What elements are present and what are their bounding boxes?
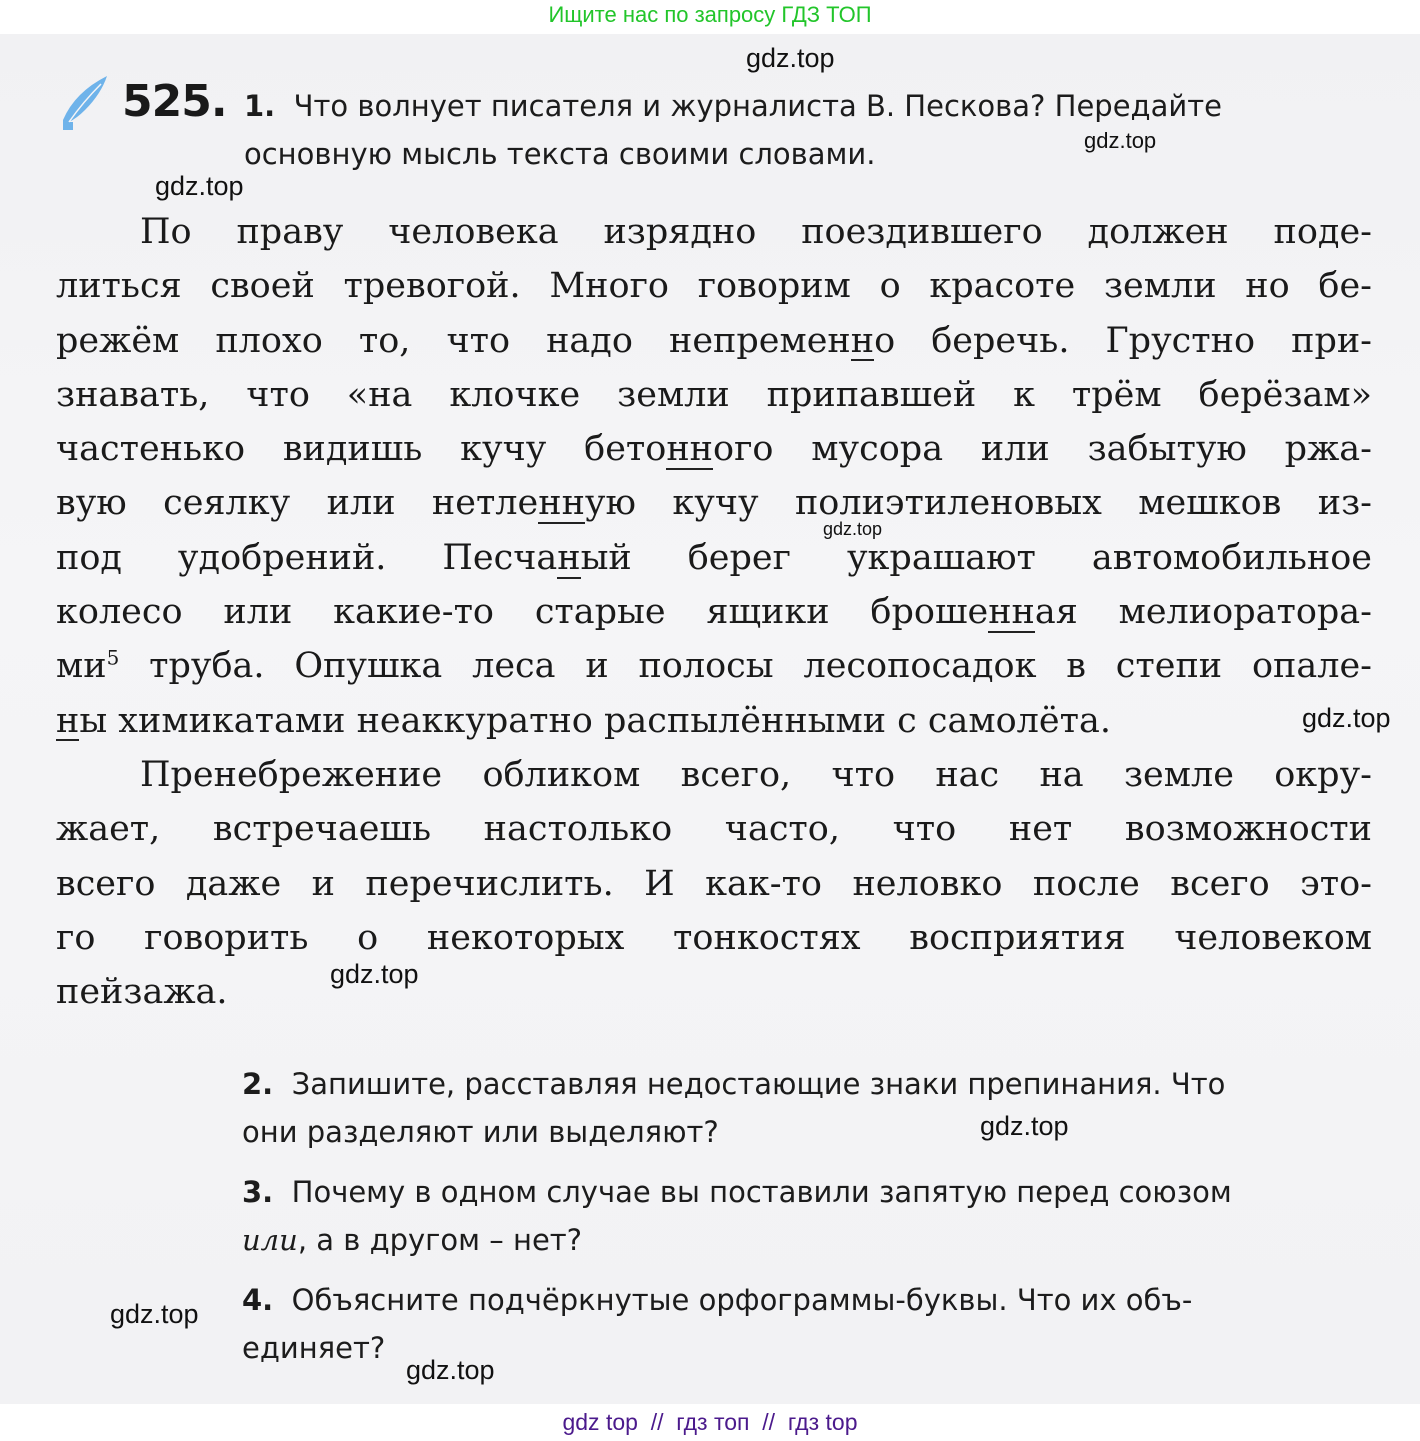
underlined-letter: н	[850, 320, 875, 361]
watermark: gdz.top	[406, 1355, 495, 1385]
main-text	[56, 205, 1372, 1019]
text-line: По праву человека изрядно поездившего должен поде-	[140, 212, 1372, 252]
underlined-letter: нн	[988, 592, 1035, 633]
quill-pen-icon	[55, 72, 115, 132]
task-text: Что волнует писателя и журналиста В. Пескова? Передайте	[293, 89, 1222, 123]
text-line: го говорить о некоторых тонкостях восприятия человеком	[56, 917, 1372, 958]
watermark: gdz.top	[1084, 128, 1157, 153]
task-number: 1.	[244, 89, 276, 123]
watermark: gdz.top	[746, 43, 835, 73]
task-text: основную мысль текста своими словами.	[244, 137, 876, 171]
underlined-letter: н	[56, 700, 80, 741]
task-number: 4.	[242, 1283, 274, 1317]
exercise-number: 525.	[122, 76, 227, 127]
text-line: жает, встречаешь настолько часто, что нет возможности	[56, 809, 1372, 850]
text-line: колесо или какие-то старые ящики брошенная мелиоратора-	[56, 592, 1372, 633]
text-line: частенько видишь кучу бетонного мусора или забытую ржа-	[56, 429, 1372, 470]
task-number: 2.	[242, 1067, 274, 1101]
task-2: 2. Запишите, расставляя недостающие знаки препинания. Что они разделяют или выделяют?	[242, 1067, 1226, 1149]
underlined-letter: н	[557, 537, 581, 578]
task-1	[244, 82, 1222, 178]
task-4: 4. Объясните подчёркнутые орфограммы-буквы. Что их объ- единяет?	[242, 1283, 1193, 1365]
text-line: литься своей тревогой. Много говорим о красоте земли но бе-	[56, 266, 1372, 307]
text-line: $ми^5$ труба. Опушка леса и полосы лесопосадок в степи опале-	[56, 645, 1372, 687]
text-line: знавать, что «на клочке земли припавшей к трём берёзам»	[56, 374, 1372, 415]
watermark: gdz.top	[980, 1111, 1069, 1141]
text-line: пейзажа.	[56, 972, 228, 1013]
text-line: Пренебрежение обликом всего, что нас на земле окру-	[140, 754, 1372, 795]
text-line: всего даже и перечислить. И как-то неловко после всего это-	[56, 863, 1372, 904]
text-line: вую сеялку или нетленную кучу полиэтиленовых мешков из-	[56, 483, 1372, 524]
task-number: 3.	[242, 1175, 274, 1209]
task-3: 3. Почему в одном случае вы поставили запятую перед союзом или, а в другом – нет?	[242, 1175, 1232, 1257]
watermark: gdz.top	[1302, 703, 1391, 733]
watermark: gdz.top	[330, 959, 419, 989]
underlined-letter: нн	[538, 483, 585, 524]
text-line: ны химикатами неаккуратно распылёнными с самолёта.	[56, 700, 1111, 741]
top-banner: Ищите нас по запросу ГДЗ ТОП	[548, 2, 872, 27]
watermark: gdz.top	[155, 171, 244, 201]
watermark: gdz.top	[110, 1299, 199, 1329]
footnote-marker: 5	[106, 645, 120, 670]
underlined-letter: нн	[666, 429, 714, 470]
text-line: режём плохо то, что надо непременно беречь. Грустно при-	[56, 320, 1373, 361]
text-line: под удобрений. Песчаный берег украшают автомобильное	[56, 537, 1372, 578]
watermark: gdz.top	[823, 519, 883, 539]
bottom-banner: gdz top // гдз топ // гдз top	[0, 1404, 1420, 1441]
